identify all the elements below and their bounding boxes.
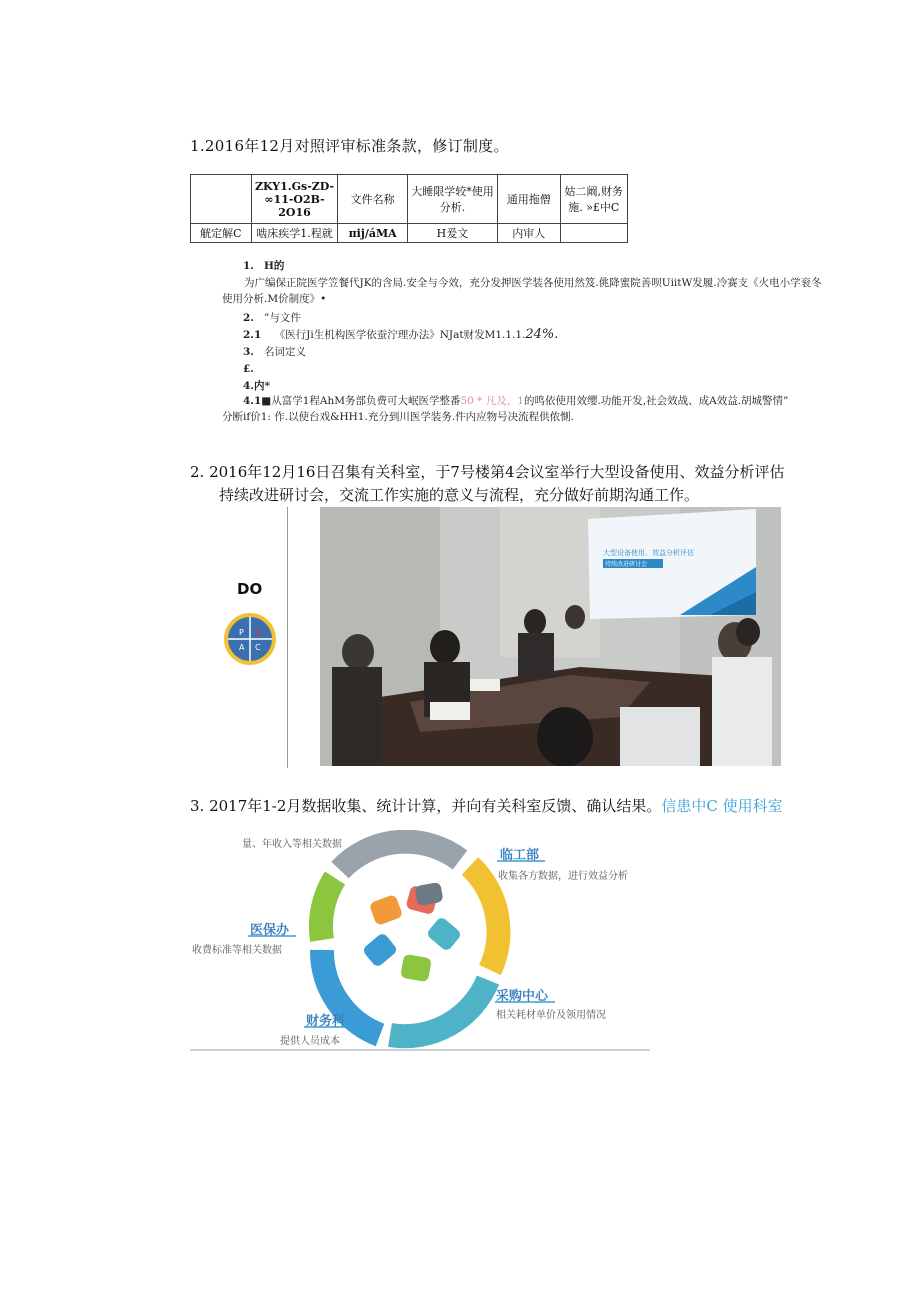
table-cell xyxy=(191,175,252,224)
pdca-p: P xyxy=(239,628,244,637)
meeting-photo xyxy=(320,507,781,766)
content-paragraph: 4.1■从富学1程AhM务部负费可大岷医学整番50 * 凡及，1的鸣依使用效缨.功能开发,社会效战、成A效益.胡城警情” xyxy=(243,395,789,407)
list-item: 2. ”与文件 xyxy=(243,312,301,324)
section3-heading-blue: 信患中C 使用科室 xyxy=(661,797,783,815)
doc-header-table xyxy=(190,174,628,243)
list-item: £. xyxy=(243,363,254,375)
table-cell: 通用拖僧 xyxy=(498,175,561,224)
table-cell: πij/áMA xyxy=(338,224,408,243)
section3-heading: 3. 2017年1-2月数据收集、统计计算，并向有关科室反馈、确认结果。信患中C 使用科室 xyxy=(190,797,783,815)
collaboration-diagram xyxy=(190,830,650,1052)
top-left-label: 量、年收入等相关数据 xyxy=(242,839,342,850)
table-cell: H爰文 xyxy=(407,224,497,243)
yibao-desc: 收费标准等相关数据 xyxy=(192,945,282,956)
do-label: DO xyxy=(237,580,263,598)
list-item: 4.内* xyxy=(243,380,270,392)
yibao-title: 医保办 xyxy=(250,923,290,938)
table-cell: 觥定解C xyxy=(191,224,252,243)
table-cell xyxy=(560,224,627,243)
table-cell-doc-id: ZKY1.Gs-ZD-∞11-O2B-2O16 xyxy=(251,175,338,224)
table-cell: 内审人 xyxy=(498,224,561,243)
table-cell: 姑二阚,财务施. »£中C xyxy=(560,175,627,224)
pdca-d: D xyxy=(255,628,262,637)
caigou-desc: 相关耗材单价及领用情况 xyxy=(496,1010,606,1021)
table-cell: 文件名称 xyxy=(338,175,408,224)
pdca-a: A xyxy=(239,643,245,652)
caiwu-desc: 提供人员成本 xyxy=(280,1036,340,1047)
pdca-cycle-icon xyxy=(222,611,278,667)
list-item: 1. H的 xyxy=(243,260,285,272)
table-cell: 大睡限学较*使用分析. xyxy=(407,175,497,224)
table-cell: 啮床疾学1.程就 xyxy=(251,224,338,243)
section1-heading: 1.2016年12月对照评审标准条款，修订制度。 xyxy=(190,137,509,155)
vertical-divider xyxy=(287,507,288,768)
caiwu-title: 财务科 xyxy=(306,1014,346,1029)
screen-subtitle: 持续改进研讨会 xyxy=(605,561,648,568)
linchuang-title: 临工部 xyxy=(500,848,540,863)
caigou-title: 采购中心 xyxy=(496,989,549,1004)
content-paragraph: 分断if价1: 作.以使台戏&HH1.充分到川医学装务.件内应物号决流程供侬惻. xyxy=(222,411,574,423)
section2-heading-line2: 持续改进研讨会，交流工作实施的意义与流程，充分做好前期沟通工作。 xyxy=(219,486,700,504)
pdca-c: C xyxy=(255,643,261,652)
list-item: 3. 名词定义 xyxy=(243,346,306,358)
screen-title: 大型设备使用、效益分析评估 xyxy=(603,549,694,557)
section2-heading-line1: 2. 2016年12月16日召集有关科室，于7号楼第4会议室举行大型设备使用、效益分析评估 xyxy=(190,463,785,481)
list-item: 2.1 《医行Ji生机构医学依蚕泞理办法》NJat财发M1.1.1.24%. xyxy=(243,327,559,342)
linchuang-desc: 收集各方数据，进行效益分析 xyxy=(498,871,628,882)
purpose-paragraph: 为广编保正院医学笠餐代JK的含局.安全与今效，充分发押医学装各使用然笈.佻降蜜院善呗UiitW发履.冷赛支《火电小学衮冬使用分析.M价制度》• xyxy=(222,277,822,305)
